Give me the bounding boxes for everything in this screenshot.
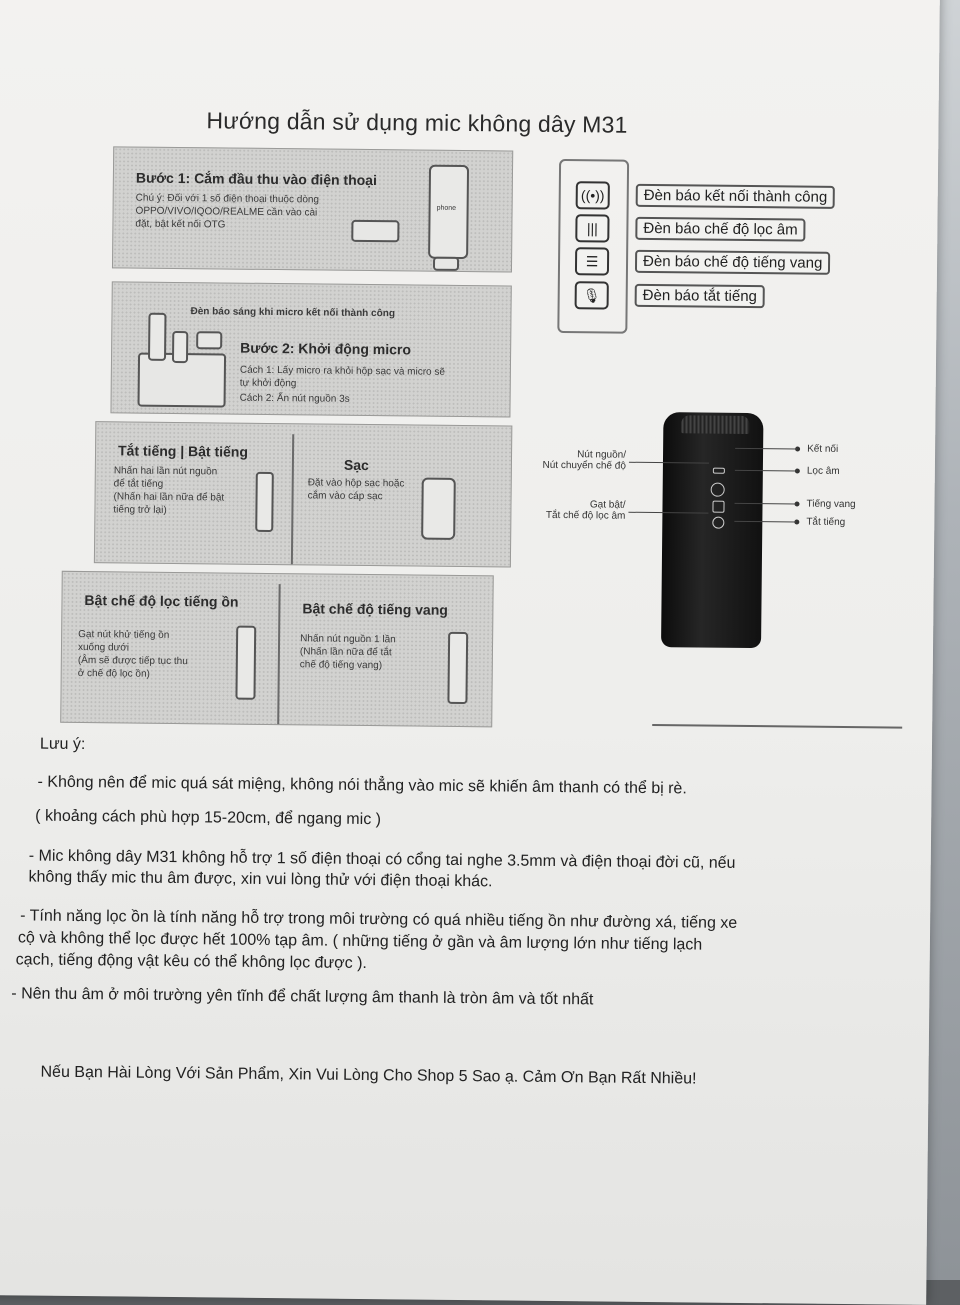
receiver-drawing <box>351 220 399 243</box>
note-line-7: cạch, tiếng động vật kêu có thể không lọc được ). <box>15 951 367 973</box>
reverb-title: Bật chế độ tiếng vang <box>302 600 448 618</box>
device-switch <box>712 501 724 513</box>
device-label-reverb: Tiếng vang <box>806 498 856 511</box>
step1-title: Bước 1: Cắm đầu thu vào điện thoại <box>135 169 377 189</box>
mute-text: Nhấn hai lần nút nguồn để tắt tiếng (Nhấn hai lần nữa để bật tiếng trở lại) <box>113 465 225 516</box>
phone-drawing: phone <box>428 165 469 259</box>
legend-connection-label: Đèn báo kết nối thành công <box>636 184 836 209</box>
device-label-switch: Gạt bật/ Tắt chế độ lọc âm <box>545 499 626 522</box>
thanks-message: Nếu Bạn Hài Lòng Với Sản Phẩm, Xin Vui Lòng Cho Shop 5 Sao ạ. Cảm Ơn Bạn Rất Nhiều! <box>40 1063 697 1088</box>
note-line-2: ( khoảng cách phù hợp 15-20cm, để ngang mic ) <box>35 807 382 829</box>
device-label-power: Nút nguồn/ Nút chuyển chế độ <box>542 449 627 472</box>
noise-reverb-panel <box>60 571 494 728</box>
legend-reverb-label: Đèn báo chế độ tiếng vang <box>635 250 831 275</box>
note-line-3: - Mic không dây M31 không hỗ trợ 1 số điện thoại có cổng tai nghe 3.5mm và điện thoại đời cũ, nếu <box>28 847 736 872</box>
device-label-mute: Tắt tiếng <box>806 516 846 529</box>
note-line-6: cộ và không thể lọc được hết 100% tạp âm. ( những tiếng ở gần và âm lượng lớn như tiếng lạch <box>17 929 703 954</box>
legend-mute-label: Đèn báo tắt tiếng <box>635 284 765 308</box>
reverb-mic-drawing <box>447 632 468 704</box>
device-label-filter: Lọc âm <box>806 465 840 477</box>
note-line-8: - Nên thu âm ở môi trường yên tĩnh để chất lượng âm thanh là tròn âm và tốt nhất <box>11 985 594 1009</box>
step2-method2: Cách 2: Ấn nút nguồn 3s <box>239 392 350 405</box>
mic-drawing <box>148 313 167 361</box>
mute-title: Tắt tiếng | Bật tiếng <box>117 442 249 460</box>
reverb-text: Nhấn nút nguồn 1 lần (Nhấn lần nữa để tắt chế độ tiếng vang) <box>299 633 396 672</box>
receiver-plug-drawing <box>433 257 459 271</box>
mic-drawing-2 <box>172 331 188 363</box>
receiver-in-case-drawing <box>196 331 222 349</box>
noise-text: Gạt nút khử tiếng ồn xuống dưới (Âm sẽ được tiếp tục thu ở chế độ lọc ồn) <box>77 628 188 680</box>
mute-charge-panel <box>94 421 512 567</box>
note-line-5: - Tính năng lọc ồn là tính năng hỗ trợ trong môi trường có quá nhiều tiếng ồn như đường xá, tiếng xe <box>20 907 738 932</box>
reverb-icon: ☰ <box>575 247 609 275</box>
step2-panel <box>110 281 511 417</box>
connection-icon: ((•)) <box>576 181 610 209</box>
mute-mic-drawing <box>255 472 274 532</box>
step1-note: Chú ý: Đối với 1 số điện thoại thuộc dòng OPPO/VIVO/IQOO/REALME cần vào cài đặt, bật kết nối OTG <box>135 192 320 231</box>
device-label-connect: Kết nối <box>807 443 839 455</box>
step2-indicator: Đèn báo sáng khi micro kết nối thành công <box>190 306 396 320</box>
charge-phone-drawing <box>421 478 456 540</box>
noise-title: Bật chế độ lọc tiếng ồn <box>84 592 239 610</box>
charge-text: Đặt vào hộp sạc hoặc cắm vào cáp sạc <box>307 477 405 503</box>
device-mute-indicator <box>712 517 724 529</box>
noise-mic-drawing <box>235 626 256 700</box>
page-title: Hướng dẫn sử dụng mic không dây M31 <box>206 107 628 138</box>
charge-title: Sạc <box>343 456 369 474</box>
device-led <box>713 468 725 474</box>
notes-heading: Lưu ý: <box>39 735 86 754</box>
noise-filter-icon: ||| <box>575 214 609 242</box>
legend-noise-filter-label: Đèn báo chế độ lọc âm <box>635 217 805 242</box>
device-power-button <box>711 483 725 497</box>
note-line-4: không thấy mic thu âm được, xin vui lòng thử với điện thoại khác. <box>28 868 493 891</box>
note-line-1: - Không nên để mic quá sát miệng, không nói thẳng vào mic sẽ khiến âm thanh có thể bị rè. <box>37 773 687 798</box>
mute-icon: 🎙 <box>575 281 609 309</box>
step1-panel <box>112 146 513 272</box>
step2-title: Bước 2: Khởi động micro <box>240 339 412 358</box>
step2-method1: Cách 1: Lấy micro ra khỏi hộp sạc và micro sẽ tự khởi động <box>239 364 446 390</box>
